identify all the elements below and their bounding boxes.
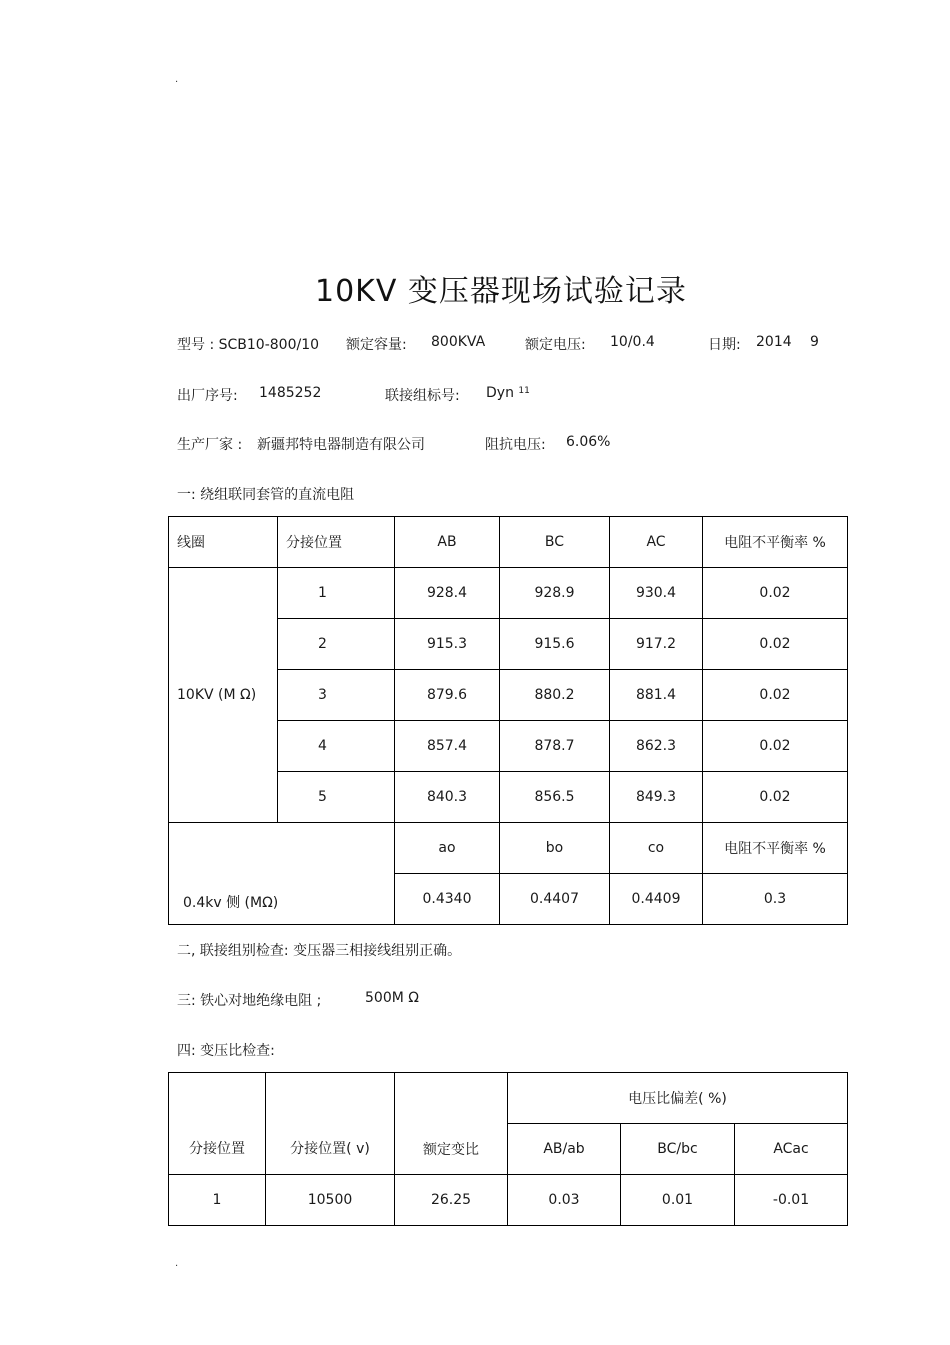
group-value-text: Dyn [486, 385, 514, 401]
ratio-bc-cell: 0.01 [621, 1175, 735, 1226]
lv-header-row [169, 823, 848, 874]
lv-unbalance-cell: 0.3 [703, 874, 848, 925]
date-year: 2014 [756, 334, 792, 350]
ratio-subheader-ab: AB/ab [508, 1124, 621, 1175]
section1-heading: 一: 绕组联同套管的直流电阻 [177, 487, 355, 503]
unbalance-cell: 0.02 [703, 721, 848, 772]
unbalance-cell: 0.02 [703, 670, 848, 721]
hv-coil-label: 10KV (M Ω) [169, 568, 278, 823]
section4-heading: 四: 变压比检查: [177, 1043, 275, 1059]
group-value [486, 385, 530, 401]
lv-header-ao: ao [395, 823, 500, 874]
table-row [169, 568, 848, 619]
tap-cell: 5 [278, 772, 395, 823]
tap-cell: 4 [278, 721, 395, 772]
section2-text: 二, 联接组别检查: 变压器三相接线组别正确。 [177, 943, 462, 959]
page-title: 10KV 变压器现场试验记录 [315, 274, 687, 309]
section3-value: 500M Ω [365, 990, 419, 1006]
table-row [169, 1175, 848, 1226]
model-value: SCB10-800/10 [218, 337, 320, 353]
lv-header-unbalance: 电阻不平衡率 % [703, 823, 848, 874]
lv-header-bo: bo [500, 823, 610, 874]
ratio-subheader-ac: ACac [735, 1124, 848, 1175]
group-value-sup: 11 [518, 386, 530, 396]
section3-label: 三: 铁心对地绝缘电阻 ; [177, 993, 322, 1009]
page-mark-top: . [175, 74, 179, 85]
ratio-subheader-bc: BC/bc [621, 1124, 735, 1175]
ratio-header-deviation: 电压比偏差( %) [508, 1073, 848, 1124]
unbalance-cell: 0.02 [703, 619, 848, 670]
bc-cell: 880.2 [500, 670, 610, 721]
ab-cell: 840.3 [395, 772, 500, 823]
capacity-value: 800KVA [431, 334, 486, 350]
lv-ao-cell: 0.4340 [395, 874, 500, 925]
ratio-header-rated: 额定变比 [395, 1073, 508, 1175]
ratio-ab-cell: 0.03 [508, 1175, 621, 1226]
ratio-rated-cell: 26.25 [395, 1175, 508, 1226]
date-label: 日期: [708, 337, 741, 353]
serial-value: 1485252 [259, 385, 322, 401]
bc-cell: 928.9 [500, 568, 610, 619]
dc-resistance-table [168, 516, 848, 925]
lv-header-co: co [610, 823, 703, 874]
ratio-header-row [169, 1073, 848, 1124]
voltage-label: 额定电压: [525, 337, 586, 353]
unbalance-cell: 0.02 [703, 568, 848, 619]
ac-cell: 849.3 [610, 772, 703, 823]
model-field [177, 334, 319, 354]
ac-cell: 862.3 [610, 721, 703, 772]
ratio-voltage-cell: 10500 [266, 1175, 395, 1226]
ratio-header-tap: 分接位置 [169, 1073, 266, 1175]
bc-cell: 856.5 [500, 772, 610, 823]
page-mark-bottom: . [175, 1258, 179, 1269]
header-unbalance: 电阻不平衡率 % [703, 517, 848, 568]
header-coil: 线圈 [169, 517, 278, 568]
ratio-table [168, 1072, 848, 1226]
header-tap: 分接位置 [278, 517, 395, 568]
ratio-tap-cell: 1 [169, 1175, 266, 1226]
impedance-value: 6.06% [566, 434, 611, 450]
bc-cell: 878.7 [500, 721, 610, 772]
unbalance-cell: 0.02 [703, 772, 848, 823]
ratio-header-voltage: 分接位置( v) [266, 1073, 395, 1175]
ab-cell: 928.4 [395, 568, 500, 619]
ab-cell: 857.4 [395, 721, 500, 772]
header-ab: AB [395, 517, 500, 568]
model-label: 型号 : [177, 337, 219, 353]
ab-cell: 879.6 [395, 670, 500, 721]
tap-cell: 3 [278, 670, 395, 721]
tap-cell: 1 [278, 568, 395, 619]
ac-cell: 881.4 [610, 670, 703, 721]
ac-cell: 930.4 [610, 568, 703, 619]
header-ac: AC [610, 517, 703, 568]
voltage-value: 10/0.4 [610, 334, 655, 350]
maker-label: 生产厂家 : [177, 437, 243, 453]
capacity-label: 额定容量: [346, 337, 407, 353]
serial-label: 出厂序号: [177, 388, 238, 404]
lv-coil-label: 0.4kv 侧 (MΩ) [169, 823, 395, 925]
lv-co-cell: 0.4409 [610, 874, 703, 925]
ratio-ac-cell: -0.01 [735, 1175, 848, 1226]
group-label: 联接组标号: [385, 388, 460, 404]
maker-value: 新疆邦特电器制造有限公司 [257, 437, 425, 453]
bc-cell: 915.6 [500, 619, 610, 670]
ab-cell: 915.3 [395, 619, 500, 670]
impedance-label: 阻抗电压: [485, 437, 546, 453]
table-header-row [169, 517, 848, 568]
ac-cell: 917.2 [610, 619, 703, 670]
tap-cell: 2 [278, 619, 395, 670]
header-bc: BC [500, 517, 610, 568]
date-month: 9 [810, 334, 819, 350]
lv-bo-cell: 0.4407 [500, 874, 610, 925]
